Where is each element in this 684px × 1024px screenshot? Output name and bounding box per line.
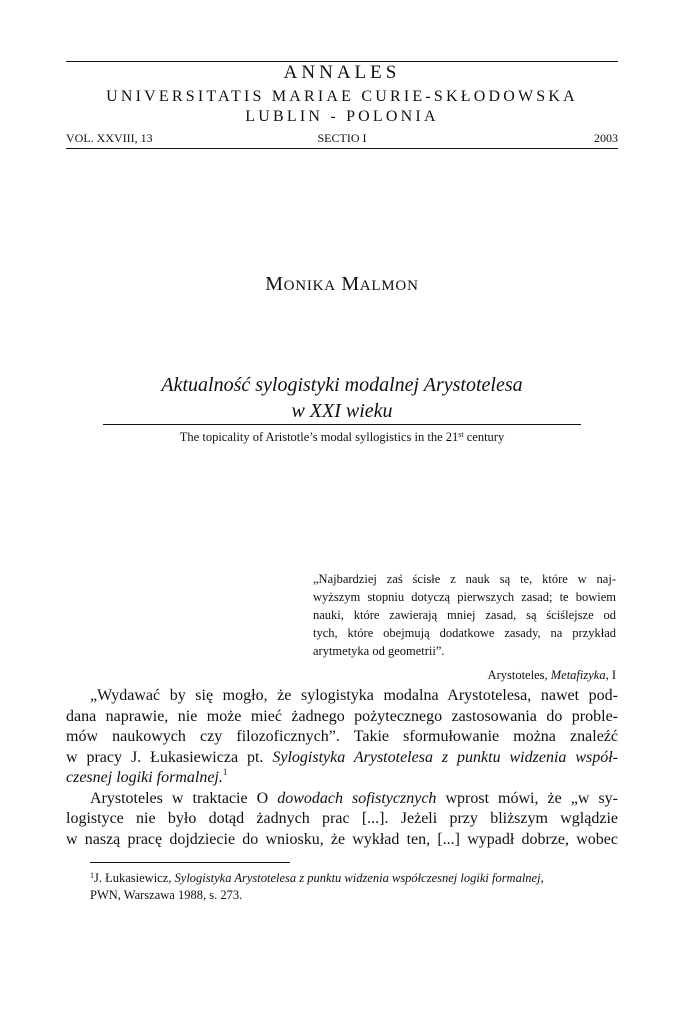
body-line — [66, 748, 618, 769]
author-last-rest: ALMON — [359, 278, 419, 294]
journal-location: LUBLIN - POLONIA — [245, 108, 439, 125]
body-line: logistyce nie było dotąd żadnych prac [...]. Jeżeli przy bliższym wglądzie — [66, 810, 618, 827]
epigraph-line: arytmetyka od geometrii”. — [313, 644, 445, 658]
epigraph-line: nauki, które zawierają mniej zasad, są ściślejsze od — [313, 608, 616, 622]
footnote-punctuation: , — [540, 871, 544, 885]
volume-number: VOL. XXVIII, 13 — [66, 131, 153, 145]
epigraph-line: tych, które obejmują dodatkowe zasady, na przykład — [313, 626, 616, 640]
cited-work-title: czesnej logiki formalnej. — [66, 769, 223, 786]
footnote-reference[interactable]: 1 — [222, 767, 228, 777]
epigraph-line: „Najbardziej zaś ścisłe z nauk są te, które w naj- — [313, 572, 616, 586]
body-line — [66, 789, 618, 810]
article-title-line-1: Aktualność sylogistyki modalnej Arystotelesa — [161, 374, 523, 396]
body-line — [66, 768, 618, 789]
epigraph-source-book: , I — [605, 668, 616, 682]
footnote-line — [90, 870, 618, 887]
epigraph-line: wyższym stopniu dotyczą pierwszych zasad; te bowiem — [313, 590, 616, 604]
english-title-ordinal: st — [458, 430, 464, 439]
publication-year: 2003 — [594, 131, 618, 145]
journal-name: ANNALES — [283, 62, 401, 83]
body-line: „Wydawać by się mogło, że sylogistyka modalna Arystotelesa, nawet pod- — [90, 687, 618, 704]
article-body — [66, 686, 618, 850]
footnote-number: 1 — [90, 871, 94, 880]
footnote-work-title: Sylogistyka Arystotelesa z punktu widzenia współczesnej logiki formalnej — [174, 871, 541, 885]
title-rule — [103, 424, 581, 425]
english-title — [66, 428, 618, 446]
english-title-text: The topicality of Aristotle’s modal syllogistics in the 21 — [179, 430, 459, 444]
body-line: w naszą pracę dojdziecie do wniosku, że wykład ten, [...] wypadł dobrze, wobec — [66, 830, 618, 848]
body-text: wprost mówi, że „w sy- — [436, 789, 618, 807]
masthead-bottom-rule — [66, 148, 618, 149]
footnote-rule — [90, 862, 290, 863]
cited-work-title: Sylogistyka Arystotelesa z punktu widzenia współ- — [272, 748, 618, 766]
footnote-author: J. Łukasiewicz, — [94, 871, 175, 885]
epigraph-source-author: Arystoteles, — [487, 668, 551, 682]
university-name: UNIVERSITATIS MARIAE CURIE-SKŁODOWSKA — [106, 88, 578, 105]
author-first-rest: ONIKA — [283, 278, 336, 294]
epigraph-quote — [313, 570, 616, 660]
author-name — [66, 272, 618, 298]
body-text: Arystoteles w traktacie O — [90, 789, 278, 807]
epigraph-source-work: Metafizyka — [550, 668, 606, 682]
cited-work-title: dowodach sofistycznych — [277, 789, 437, 807]
epigraph-source — [313, 666, 616, 684]
body-line: mów naukowych czy filozoficznych”. Takie sformułowanie można znaleźć — [66, 728, 618, 745]
author-first-initial: M — [265, 273, 284, 295]
author-last-initial: M — [341, 273, 360, 295]
english-title-end: century — [463, 430, 505, 444]
footnote — [90, 870, 618, 904]
article-title-line-2: w XXI wieku — [291, 400, 393, 422]
body-line: dana naprawie, nie może mieć żadnego pożytecznego zastosowania do proble- — [66, 707, 618, 725]
footnote-line: PWN, Warszawa 1988, s. 273. — [90, 888, 243, 902]
section-label: SECTIO I — [317, 131, 367, 145]
body-text: w pracy J. Łukasiewicza pt. — [66, 748, 273, 766]
